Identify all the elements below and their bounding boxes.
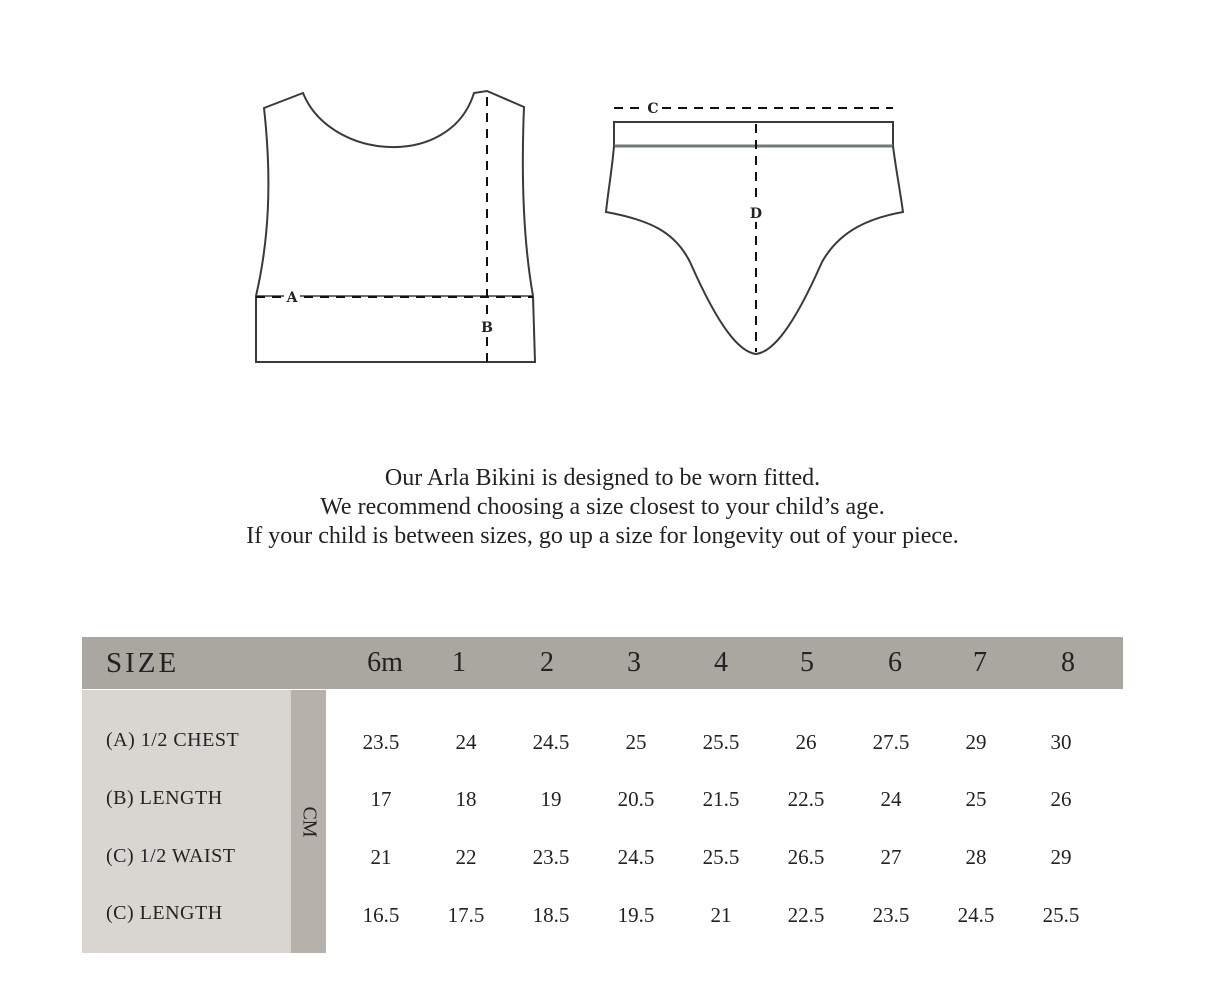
table-cell: 23.5 (532, 845, 570, 869)
size-chart-table (82, 637, 1123, 953)
table-cell: 24.5 (617, 845, 655, 869)
table-cell: 29 (1050, 845, 1072, 869)
bottom-outline (606, 146, 903, 354)
table-cell: 27 (880, 845, 902, 869)
table-cell: 17 (370, 787, 392, 811)
table-cell: 26 (795, 730, 817, 754)
table-cell: 24 (455, 730, 477, 754)
fit-note-line: We recommend choosing a size closest to your child’s age. (320, 494, 885, 520)
table-cell: 23.5 (872, 903, 910, 927)
table-cell: 18.5 (532, 903, 570, 927)
table-cell: 24 (880, 787, 902, 811)
table-cell: 24.5 (957, 903, 995, 927)
table-cell: 22 (455, 845, 477, 869)
table-cell: 29 (965, 730, 987, 754)
size-column-header: 6 (888, 647, 902, 678)
bikini-bottom-diagram (606, 99, 903, 354)
table-cell: 19 (540, 787, 562, 811)
row-label: (A) 1/2 CHEST (106, 729, 240, 751)
row-label: (C) LENGTH (106, 902, 223, 924)
size-column-header: 4 (714, 647, 728, 678)
label-b: B (481, 320, 493, 336)
table-cell: 23.5 (362, 730, 400, 754)
table-cell: 22.5 (787, 787, 825, 811)
table-cell: 25.5 (702, 845, 740, 869)
table-cell: 25.5 (702, 730, 740, 754)
table-cell: 21 (370, 845, 392, 869)
bikini-top-diagram (256, 91, 535, 362)
fit-note (0, 464, 1205, 551)
table-cell: 21 (710, 903, 732, 927)
table-cell: 18 (455, 787, 477, 811)
fit-note-line: If your child is between sizes, go up a size for longevity out of your piece. (246, 523, 959, 549)
size-column-header: 8 (1061, 647, 1075, 678)
table-cell: 26 (1050, 787, 1072, 811)
size-column-header: 2 (540, 647, 554, 678)
table-cell: 26.5 (787, 845, 825, 869)
row-label: (B) LENGTH (106, 787, 223, 809)
unit-panel (291, 690, 326, 953)
size-title: SIZE (106, 647, 180, 679)
row-label: (C) 1/2 WAIST (106, 845, 236, 867)
table-cell: 25 (965, 787, 987, 811)
fit-note-line: Our Arla Bikini is designed to be worn fitted. (384, 465, 821, 491)
table-cell: 24.5 (532, 730, 570, 754)
label-c: C (647, 101, 659, 117)
table-cell: 27.5 (872, 730, 910, 754)
label-d: D (749, 206, 763, 222)
unit-label: CM (298, 805, 320, 838)
size-column-header: 3 (627, 647, 641, 678)
table-cell: 30 (1050, 730, 1072, 754)
table-cell: 25.5 (1042, 903, 1080, 927)
size-column-header: 5 (800, 647, 814, 678)
size-column-header: 6m (367, 647, 403, 678)
size-column-header: 7 (973, 647, 987, 678)
table-cell: 19.5 (617, 903, 655, 927)
measurement-diagrams (0, 0, 1205, 420)
size-header-row (82, 637, 1123, 689)
table-cell: 25 (625, 730, 647, 754)
size-column-header: 1 (452, 647, 466, 678)
label-a: A (286, 290, 298, 306)
table-cell: 28 (965, 845, 987, 869)
table-cell: 21.5 (702, 787, 740, 811)
table-cell: 17.5 (447, 903, 485, 927)
table-cell: 22.5 (787, 903, 825, 927)
table-cell: 20.5 (617, 787, 655, 811)
table-cell: 16.5 (362, 903, 400, 927)
waistband (614, 122, 893, 146)
